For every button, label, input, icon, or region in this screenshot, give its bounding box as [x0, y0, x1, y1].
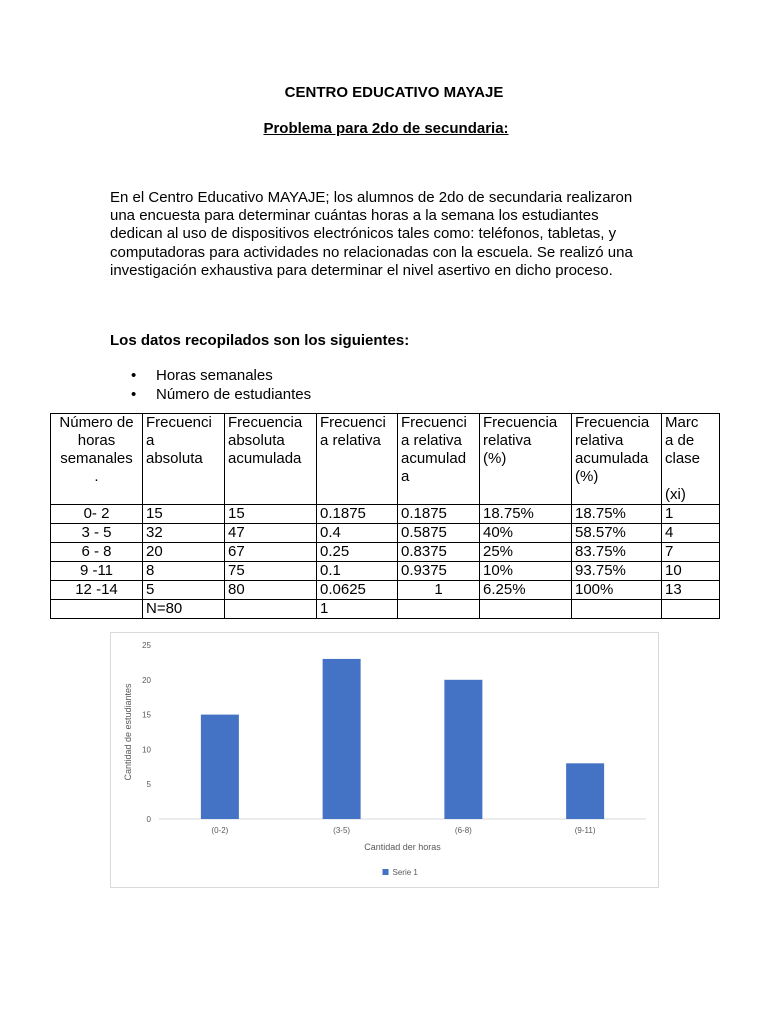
header-frecuencia-relativa-pct: Frecuencia relativa (%)	[480, 414, 572, 505]
header-frecuencia-relativa-acumulada: Frecuenci a relativa acumulad a	[398, 414, 480, 505]
table-cell: 10%	[480, 562, 572, 581]
intro-line: dedican al uso de dispositivos electrónicos tales como: teléfonos, tabletas, y	[110, 225, 617, 243]
bar	[444, 680, 482, 819]
table-row	[51, 524, 720, 543]
x-axis-title: Cantidad der horas	[364, 842, 441, 852]
table-cell	[398, 600, 480, 619]
header-marca-de-clase: Marc a de clase (xi)	[662, 414, 720, 505]
table-cell: 4	[662, 524, 720, 543]
x-tick-label: (6-8)	[454, 826, 472, 835]
table-cell: 0.25	[317, 543, 398, 562]
table-cell: 25%	[480, 543, 572, 562]
legend-label: Serie 1	[392, 868, 418, 877]
table-cell: 6.25%	[480, 581, 572, 600]
table-cell	[225, 600, 317, 619]
bar	[566, 763, 604, 819]
table-cell: 1	[398, 581, 480, 600]
header-horas-semanales: Número de horas semanales .	[51, 414, 143, 505]
table-cell: 1	[662, 505, 720, 524]
header-frecuencia-absoluta: Frecuenci a absoluta	[143, 414, 225, 505]
variables-list	[110, 366, 311, 404]
table-cell: 18.75%	[572, 505, 662, 524]
document-title: CENTRO EDUCATIVO MAYAJE	[284, 84, 504, 101]
y-tick-label: 15	[142, 710, 151, 720]
table-cell: N=80	[143, 600, 225, 619]
table-cell: 0.4	[317, 524, 398, 543]
table-cell: 0- 2	[51, 505, 143, 524]
table-row	[51, 581, 720, 600]
list-item: • Número de estudiantes	[110, 385, 311, 404]
table-row	[51, 543, 720, 562]
table-cell: 13	[662, 581, 720, 600]
list-item: • Horas semanales	[110, 366, 311, 385]
intro-line: investigación exhaustiva para determinar el nivel asertivo en dicho proceso.	[110, 261, 613, 279]
frequency-table	[50, 413, 720, 619]
table-cell: 9 -11	[51, 562, 143, 581]
table-cell: 32	[143, 524, 225, 543]
table-cell: 0.1875	[398, 505, 480, 524]
bar	[323, 659, 361, 819]
bar-chart-svg	[111, 633, 658, 887]
table-cell	[572, 600, 662, 619]
y-tick-label: 5	[146, 780, 151, 790]
table-cell: 6 - 8	[51, 543, 143, 562]
table-cell: 15	[225, 505, 317, 524]
table-cell: 67	[225, 543, 317, 562]
table-cell: 5	[143, 581, 225, 600]
table-cell	[662, 600, 720, 619]
y-axis-title: Cantidad de estudiantes	[123, 683, 133, 781]
header-frecuencia-relativa: Frecuenci a relativa	[317, 414, 398, 505]
y-tick-label: 0	[146, 815, 151, 824]
header-frecuencia-absoluta-acumulada: Frecuencia absoluta acumulada	[225, 414, 317, 505]
table-cell: 40%	[480, 524, 572, 543]
table-row	[51, 505, 720, 524]
table-cell: 18.75%	[480, 505, 572, 524]
table-cell: 0.8375	[398, 543, 480, 562]
y-tick-label: 25	[142, 641, 151, 650]
table-cell: 0.1875	[317, 505, 398, 524]
table-cell: 8	[143, 562, 225, 581]
table-cell: 47	[225, 524, 317, 543]
table-cell: 0.1	[317, 562, 398, 581]
table-cell	[480, 600, 572, 619]
table-row	[51, 600, 720, 619]
table-cell: 75	[225, 562, 317, 581]
intro-line: computadoras para actividades no relacionadas con la escuela. Se realizó una	[110, 243, 633, 261]
legend-swatch	[383, 869, 389, 875]
intro-paragraph	[110, 189, 670, 280]
problem-subtitle: Problema para 2do de secundaria:	[263, 120, 509, 137]
intro-line: una encuesta para determinar cuántas horas a la semana los estudiantes	[110, 207, 599, 225]
data-heading: Los datos recopilados son los siguientes:	[110, 332, 410, 349]
table-header-row	[51, 414, 720, 505]
table-cell: 0.0625	[317, 581, 398, 600]
table-cell: 0.5875	[398, 524, 480, 543]
table-cell: 20	[143, 543, 225, 562]
intro-line: En el Centro Educativo MAYAJE; los alumnos de 2do de secundaria realizaron	[110, 189, 633, 206]
table-cell: 93.75%	[572, 562, 662, 581]
table-cell: 83.75%	[572, 543, 662, 562]
table-cell: 15	[143, 505, 225, 524]
table-cell: 1	[317, 600, 398, 619]
table-cell	[51, 600, 143, 619]
x-tick-label: (9-11)	[574, 826, 596, 835]
table-cell: 0.9375	[398, 562, 480, 581]
table-cell: 100%	[572, 581, 662, 600]
y-tick-label: 20	[142, 675, 151, 685]
bar	[201, 715, 239, 819]
y-tick-label: 10	[142, 745, 151, 755]
x-tick-label: (0-2)	[211, 826, 229, 835]
table-cell: 58.57%	[572, 524, 662, 543]
table-row	[51, 562, 720, 581]
table-cell: 10	[662, 562, 720, 581]
x-tick-label: (3-5)	[333, 826, 351, 835]
bar-chart	[110, 632, 659, 888]
table-cell: 12 -14	[51, 581, 143, 600]
table-cell: 7	[662, 543, 720, 562]
table-cell: 80	[225, 581, 317, 600]
table-cell: 3 - 5	[51, 524, 143, 543]
header-frecuencia-relativa-acumulada-pct: Frecuencia relativa acumulada (%)	[572, 414, 662, 505]
